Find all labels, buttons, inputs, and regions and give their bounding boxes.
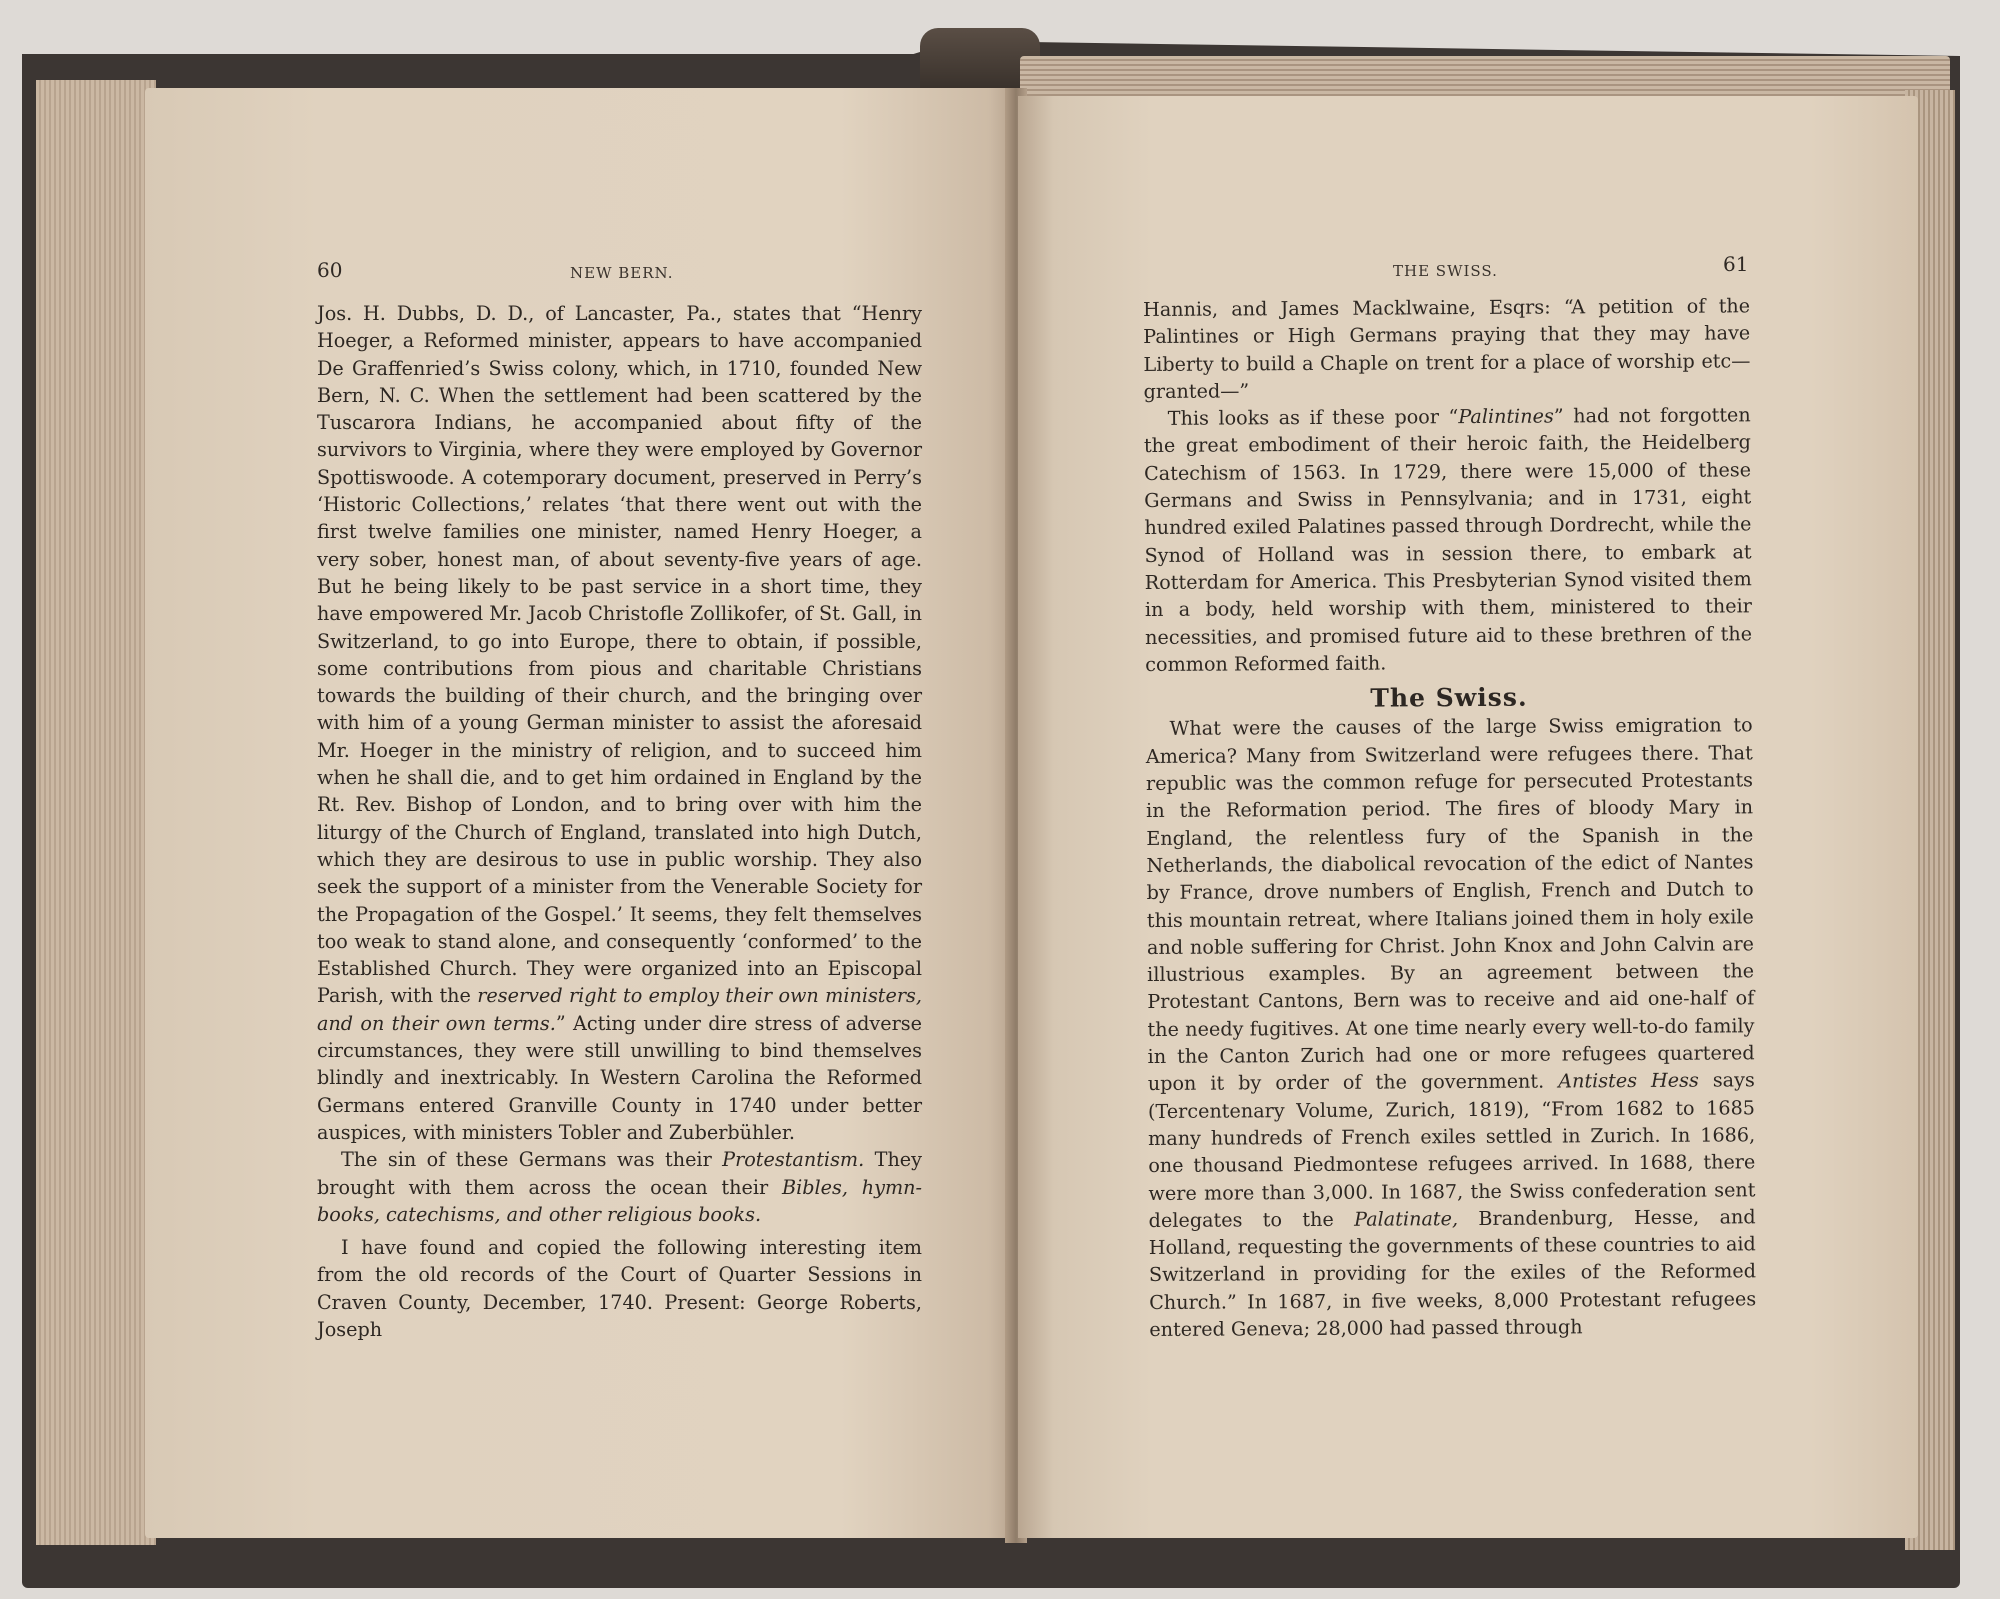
text-run: I have found and copied the following interesting item from the old records of the Court of Quarter Sessions in Craven County, December, 1740. Present: George Roberts, Joseph: [317, 1236, 922, 1341]
section-heading: The Swiss.: [1370, 682, 1528, 713]
text-run: says (Tercentenary Volume, Zurich, 1819), “From 1682 to 1685 many hundreds of French exiles settled in Zurich. In 1686, one thousand Piedmontese refugees arrived. In 1688, there were more than 3,000. In 1687, the Swiss confederation sent delegates to the: [1147, 1068, 1756, 1232]
right-page: [1018, 96, 1918, 1538]
paragraph: [317, 300, 922, 1146]
page-number: 61: [1723, 252, 1749, 276]
text-run: The sin of these Germans was their: [341, 1148, 712, 1172]
italic-run: Palintines: [1458, 404, 1554, 429]
paragraph: [317, 1234, 922, 1343]
text-run: They brought with them across the ocean their: [317, 1148, 922, 1199]
left-page-body: [317, 300, 922, 1343]
italic-run: Protestantism.: [722, 1148, 865, 1172]
italic-run: Bibles, hymn-books, catechisms, and other religious books.: [317, 1175, 922, 1226]
text-run: Jos. H. Dubbs, D. D., of Lancaster, Pa., states that “Henry Hoeger, a Reformed minister, appears to have accompanied De Graffenried’s Swiss colony, which, in 1710, founded New Bern, N. C. When the settlement had been scattered by the Tuscarora Indians, he accompanied about fifty of the survivors to Virginia, where they were employed by Governor Spottiswoode. A cotemporary document, preserved in Perry’s ‘Historic Collections,’ relates ‘that there went out with the first twelve families one minister, named Henry Hoeger, a very sober, honest man, of about seventy-five years of age. But he being likely to be past service in a short time, they have empowered Mr. Jacob Christofle Zollikofer, of St. Gall, in Switzerland, to go into Europe, there to obtain, if possible, some contributions from pious and charitable Christians towards the building of their church, and the bringing over with him of a young German minister to assist the aforesaid Mr. Hoeger in the ministry of religion, and to succeed him when he shall die, and to get him ordained in England by the Rt. Rev. Bishop of London, and to bring over with him the liturgy of the Church of England, translated into high Dutch, which they are desirous to use in public worship. They also seek the support of a minister from the Venerable Society for the Propagation of the Gospel.’ It seems, they felt themselves too weak to stand alone, and consequently ‘conformed’ to the Established Church. They were organized into an Episcopal Parish, with the: [317, 302, 922, 1008]
text-run: Brandenburg, Hesse, and Holland, requesting the governments of these countries to aid Switzerland in providing for the exiles of the Reformed Church.” In 1687, in five weeks, 8,000 Protestant refugees entered Geneva; 28,000 had passed through: [1148, 1205, 1757, 1341]
page-edges-top: [1020, 56, 1950, 96]
text-run: Hannis, and James Macklwaine, Esqrs: “A petition of the Palintines or High Germans praying that they may have Liberty to build a Chaple on trent for a place of worship etc—granted—”: [1143, 294, 1751, 403]
paragraph: [1143, 292, 1751, 405]
text-run: This looks as if these poor “: [1167, 405, 1459, 431]
page-number: 60: [317, 258, 343, 282]
text-run: ” Acting under dire stress of adverse circumstances, they were still unwilling to bind themselves blindly and inextricably. In Western Carolina the Reformed Germans entered Granville County in 1740 under better auspices, with ministers Tobler and Zuberbühler.: [317, 1011, 922, 1144]
italic-run: Palatinate,: [1354, 1206, 1459, 1231]
text-run: What were the causes of the large Swiss emigration to America? Many from Switzerland were refugees there. That republic was the common refuge for persecuted Protestants in the Reformation period. The fires of bloody Mary in England, the relentless fury of the Spanish in the Netherlands, the diabolical revocation of the edict of Nantes by France, drove numbers of English, French and Dutch to this mountain retreat, where Italians joined them in holy exile and noble suffering for Christ. John Knox and John Calvin are illustrious examples. By an agreement between the Protestant Cantons, Bern was to receive and aid one-half of the needy fugitives. At one time nearly every well-to-do family in the Canton Zurich had one or more refugees quartered upon it by order of the government.: [1145, 713, 1755, 1096]
paragraph: [1146, 712, 1757, 1344]
paragraph: [317, 1146, 922, 1228]
page-edges-left: [36, 80, 156, 1545]
italic-run: Antistes Hess: [1558, 1068, 1699, 1093]
right-page-body: [1143, 292, 1756, 1343]
italic-run: reserved right to employ their own ministers, and on their own terms.: [317, 984, 922, 1035]
running-head: THE SWISS.: [1393, 262, 1498, 280]
left-page: [145, 88, 1015, 1538]
paragraph: [1144, 401, 1753, 678]
text-run: ” had not forgotten the great embodiment of their heroic faith, the Heidelberg Catechism of 1563. In 1729, there were 15,000 of these Germans and Swiss in Pennsylvania; and in 1731, eight hundred exiled Palatines passed through Dordrecht, while the Synod of Holland was in session there, to embark at Rotterdam for America. This Presbyterian Synod visited them in a body, held worship with them, ministered to their necessities, and promised future aid to these brethren of the common Reformed faith.: [1143, 403, 1753, 676]
running-head: NEW BERN.: [570, 264, 674, 282]
